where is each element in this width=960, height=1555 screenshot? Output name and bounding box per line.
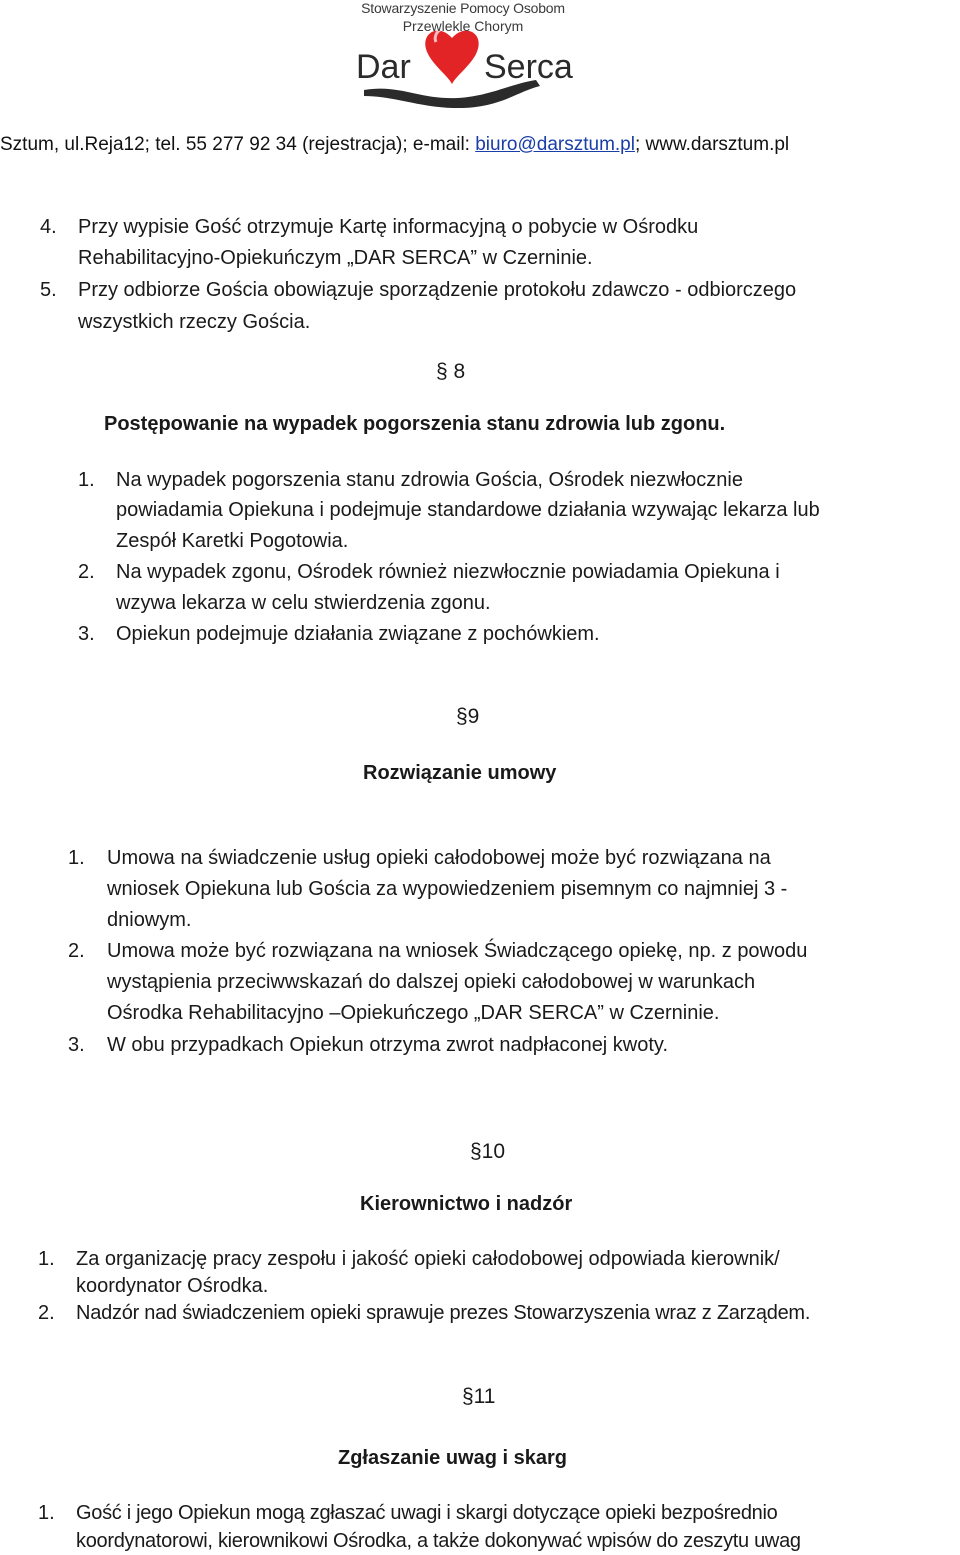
list-item-number: 3. xyxy=(78,623,95,645)
logo-organization-name-line2: Przewlekle Chorym xyxy=(402,18,524,34)
list-item-text: Ośrodka Rehabilitacyjno –Opiekuńczego „DAR SERCA” w Czerninie. xyxy=(107,1002,720,1024)
list-item-text: Gość i jego Opiekun mogą zgłaszać uwagi i skargi dotyczące opieki bezpośrednio xyxy=(76,1502,778,1524)
list-item-text: Opiekun podejmuje działania związane z pochówkiem. xyxy=(116,623,600,645)
contact-line xyxy=(0,134,960,156)
section-title: Kierownictwo i nadzór xyxy=(360,1193,573,1215)
list-item-text: Nadzór nad świadczeniem opieki sprawuje prezes Stowarzyszenia wraz z Zarządem. xyxy=(76,1302,811,1324)
list-item-text: Za organizację pracy zespołu i jakość opieki całodobowej odpowiada kierownik/ xyxy=(76,1248,780,1270)
list-item-text: Przy wypisie Gość otrzymuje Kartę informacyjną o pobycie w Ośrodku xyxy=(78,216,699,238)
list-item-text: Zespół Karetki Pogotowia. xyxy=(116,530,349,552)
list-item-text: dniowym. xyxy=(107,909,192,931)
section-title: Rozwiązanie umowy xyxy=(363,762,557,784)
list-item-text: powiadamia Opiekuna i podejmuje standardowe działania wzywając lekarza lub xyxy=(116,499,820,521)
logo-word-dar: Dar xyxy=(356,48,411,86)
section-number: § 8 xyxy=(436,360,466,383)
list-item-number: 2. xyxy=(78,561,95,583)
list-item-text: koordynatorowi, kierownikowi Ośrodka, a także dokonywać wpisów do zeszytu uwag xyxy=(76,1530,801,1552)
section-number: §10 xyxy=(470,1140,506,1163)
list-item-text: wzywa lekarza w celu stwierdzenia zgonu. xyxy=(116,592,491,614)
list-item-text: Umowa może być rozwiązana na wniosek Świadczącego opiekę, np. z powodu xyxy=(107,940,808,962)
list-item-number: 2. xyxy=(38,1302,55,1324)
list-item-text: W obu przypadkach Opiekun otrzyma zwrot nadpłaconej kwoty. xyxy=(107,1034,669,1056)
list-item-number: 2. xyxy=(68,940,85,962)
organization-logo xyxy=(340,0,590,112)
section-number: §9 xyxy=(456,705,480,728)
section-number: §11 xyxy=(462,1385,496,1408)
contact-address: Sztum, ul.Reja12; tel. 55 277 92 34 (rejestracja); e-mail: xyxy=(0,134,476,155)
contact-website: ; www.darsztum.pl xyxy=(634,134,790,155)
list-item-text: Przy odbiorze Gościa obowiązuje sporządzenie protokołu zdawczo - odbiorczego xyxy=(78,279,797,301)
list-item-number: 4. xyxy=(40,216,57,238)
list-item-text: Rehabilitacyjno-Opiekuńczym „DAR SERCA” w Czerninie. xyxy=(78,247,593,269)
list-item-text: Umowa na świadczenie usług opieki całodobowej może być rozwiązana na xyxy=(107,847,771,869)
list-item-text: wszystkich rzeczy Gościa. xyxy=(78,311,311,333)
list-item-number: 1. xyxy=(68,847,85,869)
list-item-number: 5. xyxy=(40,279,57,301)
section-title: Postępowanie na wypadek pogorszenia stanu zdrowia lub zgonu. xyxy=(104,413,726,435)
contact-email-link[interactable]: biuro@darsztum.pl xyxy=(475,134,635,155)
logo-organization-name-line1: Stowarzyszenie Pomocy Osobom xyxy=(361,0,565,16)
list-item-text: koordynator Ośrodka. xyxy=(76,1275,269,1297)
section-title: Zgłaszanie uwag i skarg xyxy=(338,1447,567,1469)
list-item-text: Na wypadek zgonu, Ośrodek również niezwłocznie powiadamia Opiekuna i xyxy=(116,561,780,583)
list-item-number: 1. xyxy=(78,469,95,491)
list-item-text: wniosek Opiekuna lub Gościa za wypowiedzeniem pisemnym co najmniej 3 - xyxy=(107,878,788,900)
list-item-text: Na wypadek pogorszenia stanu zdrowia Gościa, Ośrodek niezwłocznie xyxy=(116,469,743,491)
list-item-number: 1. xyxy=(38,1248,55,1270)
logo-word-serca: Serca xyxy=(484,48,573,86)
list-item-number: 3. xyxy=(68,1034,85,1056)
list-item-number: 1. xyxy=(38,1502,55,1524)
list-item-text: wystąpienia przeciwwskazań do dalszej opieki całodobowej w warunkach xyxy=(107,971,756,993)
